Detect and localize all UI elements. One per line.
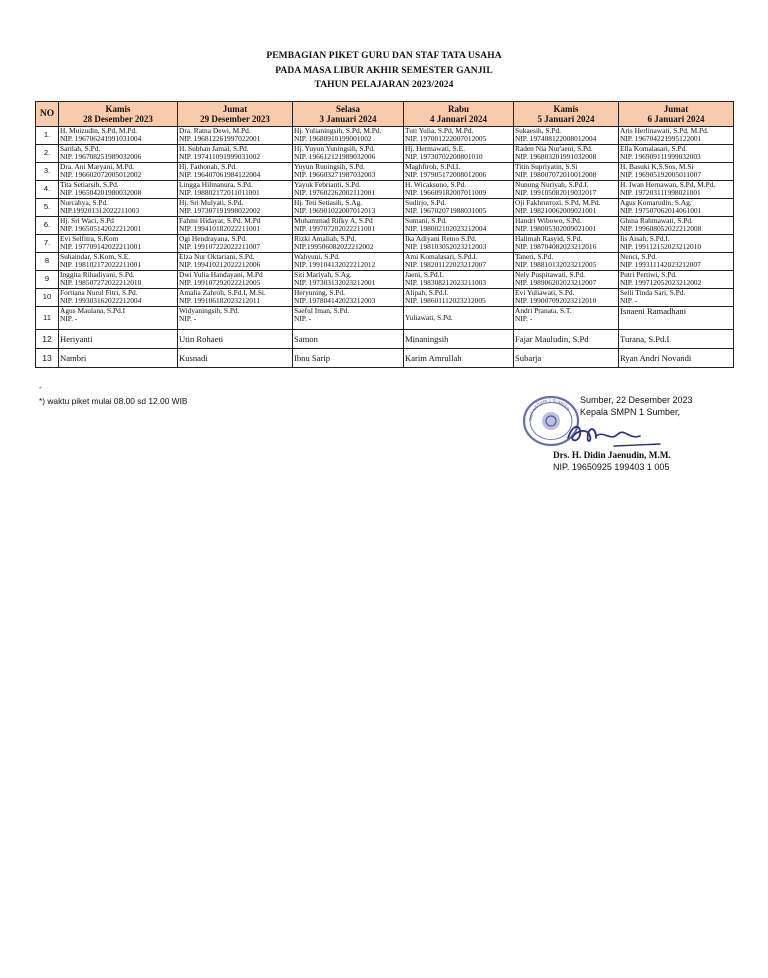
table-row [36, 181, 734, 199]
staff-nip: NIP. 199303162022212004 [60, 296, 142, 306]
staff-nip: NIP. 199608052022212008 [620, 224, 702, 234]
row-number: 3. [36, 163, 59, 181]
handwritten-signature-icon [560, 416, 670, 450]
row-number: 13 [36, 349, 59, 368]
staff-name: Evi Selfitra, S.Kom [60, 234, 119, 243]
table-cell [404, 307, 514, 330]
table-cell [178, 181, 293, 199]
staff-name: Nely Puspitawati, S.Pd. [515, 270, 586, 279]
table-cell [404, 235, 514, 253]
staff-name: Hj. Yulianingsih, S.Pd, M.Pd. [294, 126, 382, 135]
table-cell [293, 307, 404, 330]
staff-name: Maghfiroh, S.Pd.I. [405, 162, 461, 171]
column-header [404, 102, 514, 127]
staff-name: Nenci, S.Pd. [620, 252, 657, 261]
table-cell [404, 217, 514, 235]
table-cell: Fajar Mauludin, S.Pd [514, 330, 619, 349]
staff-nip: NIP. 198601112023212005 [405, 296, 486, 306]
table-row [36, 289, 734, 307]
signature-role: Kepala SMPN 1 Sumber, [580, 407, 681, 417]
staff-name: Muhammad Rifky A, S.Pd [294, 216, 373, 225]
staff-name: Agus Komarudin, S.Ag. [620, 198, 692, 207]
staff-nip: NIP. 196603271987032003 [294, 170, 376, 180]
staff-nip: NIP. 196407061984122004 [179, 170, 261, 180]
table-cell [619, 181, 734, 199]
staff-name: Wahyuni, S.Pd. [294, 252, 340, 261]
staff-nip: NIP. 198906202023212007 [515, 278, 597, 288]
table-cell [59, 253, 178, 271]
staff-name: H. Wicaksono, S.Pd. [405, 180, 467, 189]
table-cell [59, 271, 178, 289]
table-cell [293, 181, 404, 199]
table-cell [178, 127, 293, 145]
table-cell [514, 181, 619, 199]
staff-nip: NIP. - [179, 314, 197, 324]
staff-nip: NIP. 196812261997022001 [179, 134, 261, 144]
table-cell [514, 199, 619, 217]
staff-name: Andri Pranata, S.T. [515, 306, 572, 315]
staff-nip: NIP. 196609182007011009 [405, 188, 487, 198]
column-day: Rabu [447, 104, 469, 114]
staff-name: Yayuk Febrianti, S.Pd. [294, 180, 361, 189]
staff-nip: NIP. 199107222022211007 [179, 242, 261, 252]
staff-name: Sudirjo, S.Pd. [405, 198, 447, 207]
staff-nip: NIP. 198810132023212005 [515, 260, 597, 270]
staff-name: Agus Maulana, S.Pd.I [60, 306, 126, 315]
table-cell [619, 145, 734, 163]
staff-nip: NIP. 197001222007012005 [405, 134, 487, 144]
staff-name: H. Basuki K,S.Sos, M.Si [620, 162, 694, 171]
row-number: 6. [36, 217, 59, 235]
table-cell [619, 199, 734, 217]
staff-name: Sarilah, S.Pd. [60, 144, 101, 153]
staff-name: Amalia Zahroh, S.Pd.I, M.Si. [179, 288, 266, 297]
staff-nip: NIP. - [515, 314, 533, 324]
table-cell [178, 199, 293, 217]
staff-nip: NIP. 197307191998022002 [179, 206, 261, 216]
staff-nip: NIP. 196504201980032008 [60, 188, 142, 198]
table-cell [178, 289, 293, 307]
row-number: 11 [36, 307, 59, 330]
column-header [514, 102, 619, 127]
staff-nip: NIP. 199107292022212005 [179, 278, 261, 288]
table-row [36, 217, 734, 235]
table-cell [59, 289, 178, 307]
table-cell [293, 289, 404, 307]
staff-nip: NIP. 196803201991032008 [515, 152, 597, 162]
staff-nip: NIP.199506082022212002 [294, 242, 374, 252]
staff-nip: NIP. 199105082019032017 [515, 188, 597, 198]
staff-nip: NIP. 198507272022212010 [60, 278, 142, 288]
staff-name: Aris Herlinawati, S.Pd, M.Pd. [620, 126, 709, 135]
staff-name: Taneri, S.Pd. [515, 252, 554, 261]
staff-name: H. Subhan Jamal, S.Pd. [179, 144, 249, 153]
table-cell [404, 163, 514, 181]
row-number: 12 [36, 330, 59, 349]
row-number: 8 [36, 253, 59, 271]
staff-name: Tuti Yulia, S.Pd, M.Pd. [405, 126, 474, 135]
title-line-2: PADA MASA LIBUR AKHIR SEMESTER GANJIL [275, 65, 493, 76]
row-number: 9 [36, 271, 59, 289]
staff-name: Inggita Rihadiyani, S.Pd. [60, 270, 135, 279]
staff-nip: NIP. 196708251989032006 [60, 152, 142, 162]
staff-name: Dra. Ratna Dewi, M.Pd. [179, 126, 251, 135]
signature-block [520, 394, 740, 484]
row-number: 2. [36, 145, 59, 163]
staff-nip: NIP. 198103052023212003 [405, 242, 487, 252]
row-number: 4. [36, 181, 59, 199]
staff-name: Ella Komalasari, S.Pd. [620, 144, 688, 153]
title-line-3: TAHUN PELAJARAN 2023/2024 [314, 80, 454, 90]
staff-nip: NIP. 199311142023212007 [620, 260, 701, 270]
staff-nip: NIP. 197507062014061001 [620, 206, 702, 216]
staff-name: Widyaningsih, S.Pd. [179, 306, 240, 315]
staff-nip: NIP. 197709142022211001 [60, 242, 142, 252]
row-number: 1. [36, 127, 59, 145]
staff-nip: NIP. 198102172022211001 [60, 260, 142, 270]
table-row [36, 199, 734, 217]
staff-name: Hj. Fathonah, S.Pd. [179, 162, 237, 171]
staff-nip: NIP. 196901022007012013 [294, 206, 376, 216]
staff-name: H. Muizudin, S.Pd, M.Pd. [60, 126, 137, 135]
column-header [619, 102, 734, 127]
column-day: Kamis [105, 104, 131, 114]
staff-name: Ika Adiyani Retno S.Pd. [405, 234, 477, 243]
table-cell [178, 145, 293, 163]
table-cell [514, 163, 619, 181]
staff-nip: NIP. 198002102023212004 [405, 224, 487, 234]
table-cell [178, 271, 293, 289]
table-cell [59, 235, 178, 253]
staff-nip: NIP. 199410182022211001 [179, 224, 261, 234]
table-cell: Kusnadi [178, 349, 293, 368]
staff-nip: NIP. 197905172008012006 [405, 170, 487, 180]
table-cell [293, 163, 404, 181]
table-cell [404, 199, 514, 217]
table-cell [293, 271, 404, 289]
table-cell: Samon [293, 330, 404, 349]
staff-nip: NIP. 196909111999032003 [620, 152, 701, 162]
table-cell [59, 127, 178, 145]
duty-roster-table [35, 101, 734, 368]
staff-name: Tita Setiarsih, S.Pd. [60, 180, 119, 189]
table-cell [293, 127, 404, 145]
table-cell: Nambri [59, 349, 178, 368]
staff-name: Ogi Hendrayana, S.Pd. [179, 234, 247, 243]
staff-nip: NIP. 19680910199001002 [294, 134, 372, 144]
staff-name: Ghina Rahmawati, S.Pd. [620, 216, 693, 225]
staff-nip: NIP. - [294, 314, 312, 324]
staff-name: Raden Nia Nur'aeni, S.Pd. [515, 144, 593, 153]
table-cell: Minaningsih [404, 330, 514, 349]
table-cell [293, 235, 404, 253]
table-cell [619, 235, 734, 253]
table-row [36, 271, 734, 289]
staff-nip: NIP. 199007092023212010 [515, 296, 597, 306]
column-header [59, 102, 178, 127]
column-day: Jumat [663, 104, 689, 114]
table-cell: Utin Rohaeti [178, 330, 293, 349]
row-number: 5. [36, 199, 59, 217]
staff-name: Selli Tinda Sari, S.Pd. [620, 288, 686, 297]
staff-nip: NIP. 198802172011011001 [179, 188, 260, 198]
staff-nip: NIP. 197203111998021001 [620, 188, 701, 198]
table-cell [59, 307, 178, 330]
staff-nip: NIP. 198201122023212007 [405, 260, 487, 270]
staff-nip: NIP. 196602072005012002 [60, 170, 142, 180]
staff-name: Sumani, S.Pd. [405, 216, 447, 225]
staff-name: Putri Pertiwi, S.Pd. [620, 270, 677, 279]
staff-name: Suhaindar, S.Kom, S.E. [60, 252, 131, 261]
column-date: 29 Desember 2023 [200, 114, 270, 124]
table-cell [619, 163, 734, 181]
table-row [36, 253, 734, 271]
staff-name: Nunung Nuriyah, S.Pd.I. [515, 180, 589, 189]
staff-nip: NIP. 199106182023212011 [179, 296, 261, 306]
staff-name: Yuyun Runingsih, S.Pd. [294, 162, 365, 171]
staff-nip: NIP. 198007072010012008 [515, 170, 597, 180]
staff-name: Fahmi Hidayat, S.Pd. M.Pd [179, 216, 261, 225]
staff-name: Evi Yuliawati, S.Pd. [515, 288, 575, 297]
table-cell [514, 235, 619, 253]
table-cell: Karim Amrullah [404, 349, 514, 368]
table-cell: Heriyanti [59, 330, 178, 349]
table-cell [59, 199, 178, 217]
staff-name: Heryuning, S.Pd. [294, 288, 345, 297]
staff-name: Saeful Iman, S.Pd. [294, 306, 350, 315]
staff-name: Titin Supriyatin, S.Si [515, 162, 578, 171]
table-cell [293, 253, 404, 271]
staff-name: Ami Komalasari, S.Pd.I. [405, 252, 478, 261]
table-cell [178, 217, 293, 235]
column-date: 5 Januari 2024 [537, 114, 595, 124]
staff-name: Hj. Hermawati, S.E. [405, 144, 465, 153]
table-cell [514, 271, 619, 289]
table-row [36, 235, 734, 253]
table-cell [619, 217, 734, 235]
table-cell [59, 163, 178, 181]
staff-nip: NIP. 198308212023211003 [405, 278, 487, 288]
staff-name: Isnaeni Ramadhani [620, 306, 687, 316]
staff-nip: NIP. 196704221995122001 [620, 134, 702, 144]
column-day: Jumat [222, 104, 248, 114]
table-cell [619, 271, 734, 289]
staff-name: Handri Wibowo, S.Pd. [515, 216, 582, 225]
staff-name: H. Iwan Hernawan, S.Pd, M.Pd. [620, 180, 716, 189]
staff-name: Hj. Sri Waci, S.Pd [60, 216, 114, 225]
duty-time-note: *) waktu piket mulai 08.00 sd 12.00 WIB [39, 396, 188, 406]
table-header-row [36, 102, 734, 127]
staff-nip: NIP. 197411091999031002 [179, 152, 261, 162]
staff-nip: NIP. 197602262002112001 [294, 188, 376, 198]
table-cell: Subarja [514, 349, 619, 368]
principal-nip: NIP. 19650925 199403 1 005 [553, 462, 670, 472]
staff-name: Hj. Yuyun Yuningsih, S.Pd. [294, 144, 375, 153]
staff-nip: NIP. 196505142022212001 [60, 224, 142, 234]
table-cell [619, 253, 734, 271]
table-cell [293, 145, 404, 163]
staff-nip: NIP. 199707202022211001 [294, 224, 376, 234]
staff-nip: NIP. 197408122008012004 [515, 134, 597, 144]
column-header-no: NO [36, 102, 59, 127]
staff-name: Yuliawati, S.Pd. [405, 312, 453, 322]
table-cell [178, 235, 293, 253]
table-cell [514, 127, 619, 145]
principal-name: Drs. H. Didin Jaenudin, M.M. [553, 450, 671, 460]
table-cell [514, 289, 619, 307]
table-row [36, 163, 734, 181]
table-cell [404, 145, 514, 163]
staff-nip: NIP. 196706241991031004 [60, 134, 142, 144]
table-row [36, 145, 734, 163]
table-cell [514, 145, 619, 163]
staff-nip: NIP. 196612121989032006 [294, 152, 376, 162]
staff-name: Hj. Teti Setiasih, S.Ag. [294, 198, 363, 207]
column-date: 3 Januari 2024 [319, 114, 377, 124]
staff-name: Elza Nur Oktariani, S.Pd. [179, 252, 255, 261]
staff-name: Jaeni, S.Pd.I. [405, 270, 444, 279]
staff-name: Oji Fakhrurrozi, S.Pd, M.Pd. [515, 198, 601, 207]
staff-nip: NIP. 198005302009021001 [515, 224, 597, 234]
table-cell [514, 253, 619, 271]
table-cell [514, 217, 619, 235]
table-row [36, 330, 734, 349]
staff-nip: NIP. 197804142023212003 [294, 296, 376, 306]
staff-nip: NIP. 196905192005011007 [620, 170, 702, 180]
staff-name: Iis Aisah, S.Pd.I. [620, 234, 670, 243]
staff-name: Dwi Yulia Handayani, M.Pd [179, 270, 263, 279]
table-cell [619, 289, 734, 307]
staff-nip: NIP. 19730702200801010 [405, 152, 483, 162]
staff-nip: NIP. 198210062009021001 [515, 206, 597, 216]
table-cell [178, 253, 293, 271]
table-cell [59, 217, 178, 235]
table-cell [293, 217, 404, 235]
seal-text: SMP NEGERI 1 SUMBER [527, 397, 571, 422]
staff-nip: NIP. 199410212022212006 [179, 260, 261, 270]
column-header [293, 102, 404, 127]
column-header [178, 102, 293, 127]
table-cell [404, 127, 514, 145]
stray-dash: - [39, 383, 42, 392]
table-row [36, 307, 734, 330]
row-number: 10 [36, 289, 59, 307]
column-date: 6 Januari 2024 [647, 114, 705, 124]
staff-nip: NIP. 199112152023212010 [620, 242, 702, 252]
column-date: 28 Desember 2023 [83, 114, 153, 124]
table-cell [59, 145, 178, 163]
table-cell [404, 289, 514, 307]
row-number: 7. [36, 235, 59, 253]
table-cell [293, 199, 404, 217]
staff-name: Sukaesih, S.Pd. [515, 126, 561, 135]
column-date: 4 Januari 2024 [429, 114, 487, 124]
staff-name: Lingga Hilmanura, S.Pd. [179, 180, 253, 189]
column-day: Selasa [335, 104, 360, 114]
staff-name: Hj. Sri Mulyati, S.Pd. [179, 198, 244, 207]
table-cell [404, 181, 514, 199]
staff-name: Rizki Amaliah, S.Pd. [294, 234, 357, 243]
table-cell [59, 181, 178, 199]
staff-name: Halimah Rasyid, S.Pd. [515, 234, 583, 243]
table-cell [178, 163, 293, 181]
table-cell [619, 307, 734, 330]
signature-place-date: Sumber, 22 Desember 2023 [580, 395, 693, 405]
staff-name: Alipah, S.Pd.I. [405, 288, 449, 297]
document-title [0, 49, 768, 93]
table-cell [619, 127, 734, 145]
staff-name: Siti Mariyah, S.Ag. [294, 270, 352, 279]
staff-name: Dra. Ani Maryani, M.Pd. [60, 162, 135, 171]
staff-nip: NIP. 197303132023212001 [294, 278, 376, 288]
staff-nip: NIP. - [60, 314, 78, 324]
staff-nip: NIP. 198704082023212016 [515, 242, 597, 252]
table-cell [404, 253, 514, 271]
staff-nip: NIP. 196702071988031005 [405, 206, 487, 216]
table-cell: Ibnu Sarip [293, 349, 404, 368]
title-line-1: PEMBAGIAN PIKET GURU DAN STAF TATA USAHA [266, 51, 502, 61]
staff-nip: NIP.199201312022211003 [60, 206, 140, 216]
staff-nip: NIP. 199104132022212012 [294, 260, 376, 270]
table-row [36, 349, 734, 368]
table-cell [178, 307, 293, 330]
staff-name: Nurcahya, S.Pd. [60, 198, 109, 207]
staff-name: Fortiana Nurul Fitri, S.Pd. [60, 288, 138, 297]
table-cell: Ryan Andri Novandi [619, 349, 734, 368]
staff-nip: NIP. - [620, 296, 638, 306]
table-cell [404, 271, 514, 289]
staff-nip: NIP. 199712052023212002 [620, 278, 702, 288]
column-day: Kamis [553, 104, 579, 114]
table-row [36, 127, 734, 145]
table-cell: Turana, S.Pd.I [619, 330, 734, 349]
table-cell [514, 307, 619, 330]
